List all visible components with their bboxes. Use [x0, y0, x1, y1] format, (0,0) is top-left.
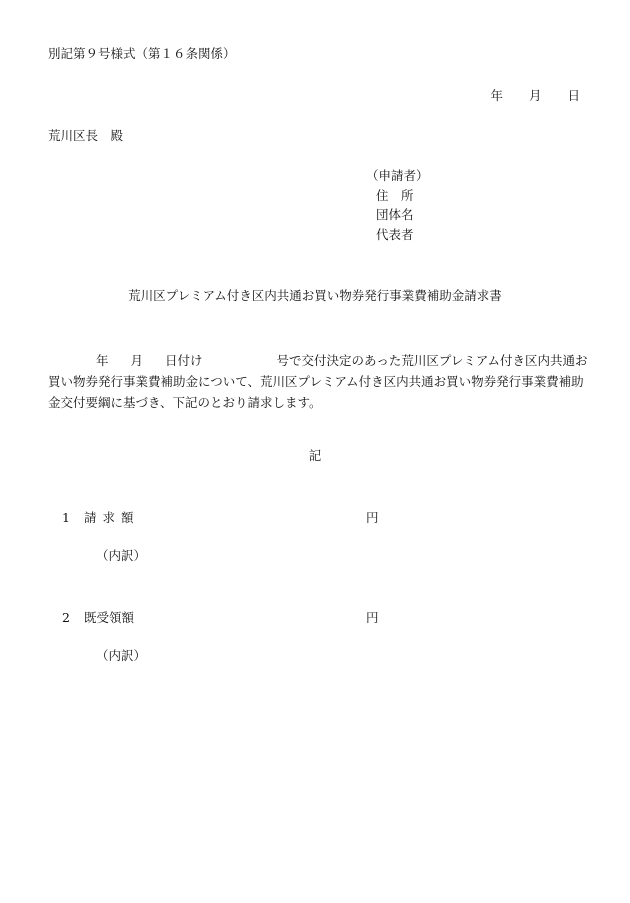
form-number: 別記第９号様式（第１６条関係）: [48, 46, 236, 61]
applicant-rep-label: 代表者: [376, 226, 414, 242]
applicant-heading: （申請者）: [366, 168, 429, 183]
applicant-block: [366, 170, 429, 248]
item-number: 2: [62, 610, 70, 625]
body-year: 年: [96, 353, 109, 368]
applicant-address-label: 住 所: [376, 187, 414, 203]
item-unit: 円: [366, 610, 379, 625]
document-title: 荒川区プレミアム付き区内共通お買い物券発行事業費補助金請求書: [128, 288, 502, 303]
body-paragraph: [48, 350, 588, 413]
date-month: 月: [528, 88, 542, 103]
body-dated: 日付け: [165, 353, 203, 368]
body-month: 月: [130, 353, 144, 368]
date-day: 日: [567, 88, 580, 103]
date-year: 年: [490, 88, 503, 103]
date-line: [468, 90, 580, 103]
addressee: 荒川区長 殿: [48, 128, 124, 143]
item-label: 既受領額: [84, 610, 135, 625]
item-number: 1: [62, 510, 70, 525]
item-breakdown: （内訳）: [96, 648, 147, 663]
item-breakdown: （内訳）: [96, 548, 147, 563]
item-request-amount: [62, 512, 140, 525]
item-received-amount: [62, 612, 134, 625]
applicant-org-label: 団体名: [376, 207, 414, 222]
item-unit: 円: [366, 510, 379, 525]
item-label: 請求額: [84, 510, 140, 525]
body-text: 号で交付決定のあった荒川区プレミアム付き区内共通お買い物券発行事業費補助金について、荒川区プレミアム付き区内共通お買い物券発行事業費補助金交付要綱に基づき、下記のとおり請求します。: [48, 353, 588, 410]
ki-heading: 記: [308, 448, 322, 463]
